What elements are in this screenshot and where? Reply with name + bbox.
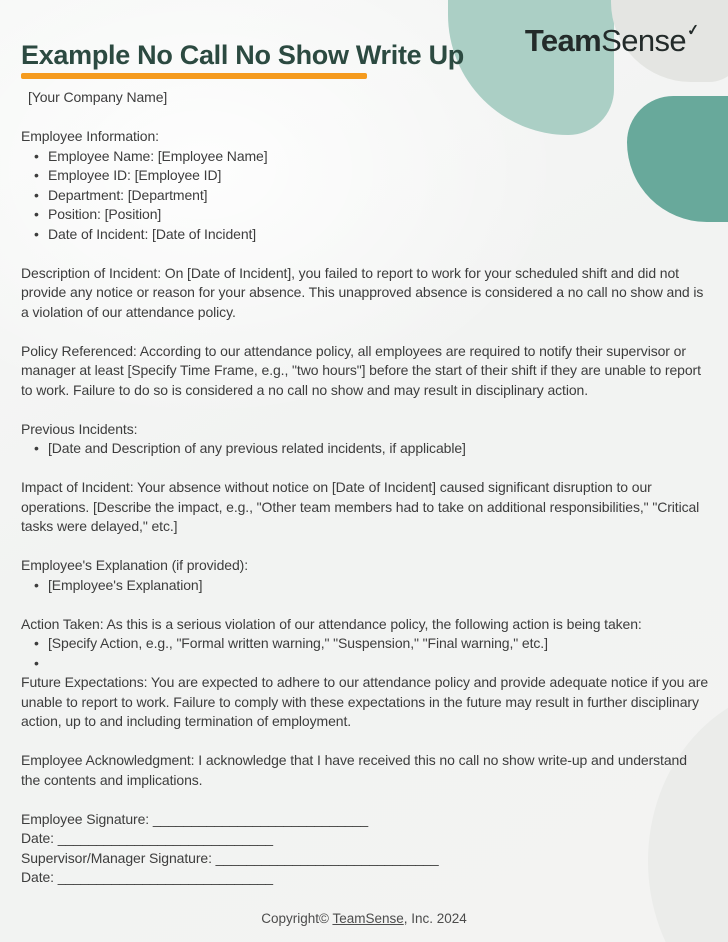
bullet-icon: • <box>34 635 39 651</box>
bullet-icon: • <box>34 440 39 456</box>
acknowledgment-paragraph: Employee Acknowledgment: I acknowledge that I have received this no call no show write-up and understand the contents and implications. <box>21 752 687 788</box>
previous-incidents-item: [Date and Description of any previous related incidents, if applicable] <box>48 440 466 456</box>
copyright-prefix: Copyright© <box>261 911 333 926</box>
list-item <box>21 205 709 225</box>
logo-sense-text: Sense <box>601 23 687 58</box>
title-underline <box>21 73 367 79</box>
teamsense-link[interactable]: TeamSense <box>332 911 404 926</box>
list-item <box>21 225 709 245</box>
list-item <box>21 439 709 459</box>
page-title: Example No Call No Show Write Up <box>21 40 464 70</box>
department-item: Department: [Department] <box>48 186 208 203</box>
date-of-incident-item: Date of Incident: [Date of Incident] <box>48 225 257 242</box>
bullet-icon: • <box>34 147 39 164</box>
teamsense-logo <box>525 23 698 59</box>
bullet-icon: • <box>34 167 39 183</box>
description-paragraph: Description of Incident: On [Date of Incident], you failed to report to work for your scheduled shift and did not provide any notice or reason for your absence. This unapproved absence is considered a no call no show and is a violation of our attendance policy. <box>21 264 704 320</box>
employee-info-heading: Employee Information: <box>21 128 159 144</box>
employee-info-section <box>21 127 709 244</box>
bullet-icon: • <box>34 654 39 671</box>
policy-paragraph: Policy Referenced: According to our attendance policy, all employees are required to notify their supervisor or manager at least [Specify Time Frame, e.g., "two hours"] before the start of their shift if they are unable to report to work. Failure to do so is considered a no call no show and may result in disciplinary action. <box>21 342 701 398</box>
employee-name-item: Employee Name: [Employee Name] <box>48 147 268 164</box>
document-body <box>21 88 709 888</box>
list-item <box>21 576 709 596</box>
bullet-icon: • <box>34 186 39 203</box>
action-taken-section <box>21 615 709 674</box>
supervisor-date-line: Date: ____________________________ <box>21 869 273 885</box>
position-item: Position: [Position] <box>48 206 162 222</box>
explanation-heading: Employee's Explanation (if provided): <box>21 557 248 573</box>
impact-paragraph: Impact of Incident: Your absence without notice on [Date of Incident] caused significant disruption to our operations. [Describe the impact, e.g., "Other team members had to take on additional responsibilities," "Critical tasks were delayed," etc.] <box>21 479 700 534</box>
action-taken-empty-item <box>48 654 709 674</box>
explanation-section <box>21 556 709 595</box>
bullet-icon: • <box>34 206 39 222</box>
previous-incidents-heading: Previous Incidents: <box>21 420 138 437</box>
explanation-item: [Employee's Explanation] <box>48 576 203 593</box>
company-name-line: [Your Company Name] <box>28 89 168 105</box>
check-icon: ✓ <box>686 21 700 40</box>
list-item <box>21 166 709 186</box>
action-taken-heading: Action Taken: As this is a serious violation of our attendance policy, the following action is being taken: <box>21 615 642 632</box>
list-item <box>21 634 709 654</box>
supervisor-signature-line: Supervisor/Manager Signature: _____________________________ <box>21 849 439 866</box>
future-expectations-paragraph: Future Expectations: You are expected to adhere to our attendance policy and provide adequate notice if you are unable to report to work. Failure to comply with these expectations in the future may result in further disciplinary action, up to and including termination of employment. <box>21 674 709 729</box>
list-item <box>21 186 709 206</box>
action-taken-item: [Specify Action, e.g., "Formal written warning," "Suspension," "Final warning," etc.] <box>48 635 548 651</box>
copyright-suffix: , Inc. 2024 <box>403 911 467 926</box>
employee-date-line: Date: ____________________________ <box>21 830 273 846</box>
bullet-icon: • <box>34 225 39 242</box>
employee-signature-line: Employee Signature: ____________________________ <box>21 810 369 827</box>
bullet-icon: • <box>34 576 39 593</box>
employee-id-item: Employee ID: [Employee ID] <box>48 167 222 183</box>
footer-copyright <box>0 911 728 926</box>
list-item <box>21 147 709 167</box>
previous-incidents-section <box>21 420 709 459</box>
signature-section <box>21 810 709 888</box>
logo-team-text: Team <box>524 23 602 58</box>
list-item-empty <box>21 654 709 674</box>
